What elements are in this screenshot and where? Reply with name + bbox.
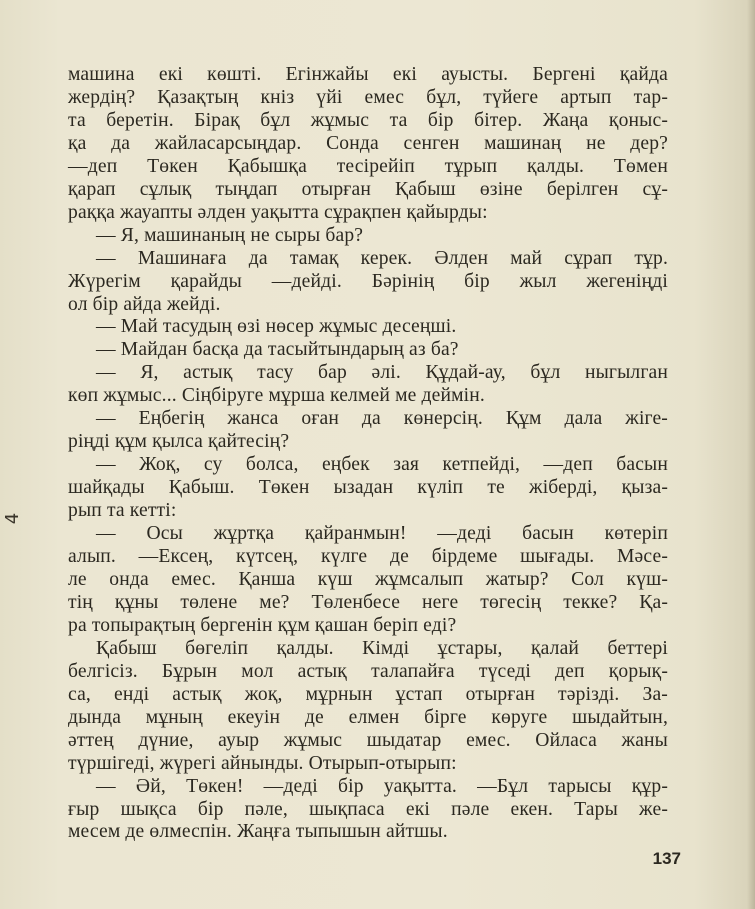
text-line: қа да жайласарсыңдар. Сонда сенген машинаң не дер? bbox=[68, 132, 668, 154]
text-line: — Майдан басқа да тасыйтындарың аз ба? bbox=[96, 339, 459, 361]
text-line: та беретін. Бірақ бұл жұмыс та бір бітер. Жаңа қоныс- bbox=[68, 109, 668, 131]
text-line: ра топырақтың бергенін құм қашан беріп еді? bbox=[68, 614, 457, 636]
body-text bbox=[68, 64, 668, 844]
text-line: машина екі көшті. Егінжайы екі ауысты. Бергені қайда bbox=[68, 64, 668, 85]
text-line: шайқады Қабыш. Төкен ызадан күліп те жіберді, қыза- bbox=[68, 477, 668, 499]
text-line: ғыр шықса бір пәле, шықпаса екі пәле екен. Тары же- bbox=[68, 798, 668, 820]
text-line: ол бір айда жейді. bbox=[68, 293, 221, 315]
text-line: қарап сұлық тыңдап отырған Қабыш өзіне берілген сұ- bbox=[68, 178, 668, 200]
text-line: Жүрегім қарайды —дейді. Бәрінің бір жыл жегеніңді bbox=[68, 270, 668, 292]
text-line: алып. —Ексең, күтсең, күлге де бірдеме шығады. Мәсе- bbox=[68, 546, 668, 568]
text-line: түршігеді, жүрегі айнынды. Отырып-отырып: bbox=[68, 752, 457, 774]
page-edge-shadow bbox=[747, 0, 755, 909]
text-line: — Осы жұртқа қайранмын! —деді басын көтеріп bbox=[96, 523, 668, 545]
text-line: — Әй, Төкен! —деді бір уақытта. —Бұл тарысы құр- bbox=[96, 775, 668, 797]
page-number: 137 bbox=[652, 849, 681, 868]
text-line: белгісіз. Бұрын мол астық талапайға түседі деп қорық- bbox=[68, 660, 668, 682]
text-line: — Май тасудың өзі нөсер жұмыс десеңші. bbox=[96, 316, 457, 338]
text-line: са, енді астық жоқ, мұрнын ұстап отырған тәрізді. За- bbox=[68, 683, 668, 705]
text-line: дында мұның екеуін де елмен бірге көруге шыдайтын, bbox=[68, 706, 668, 728]
text-line: — Жоқ, су болса, еңбек зая кетпейді, —деп басын bbox=[96, 454, 668, 476]
text-line: —деп Төкен Қабышқа тесірейіп тұрып қалды. Төмен bbox=[68, 155, 668, 177]
text-line: әттең дүние, ауыр жұмыс шыдатар емес. Ойласа жаны bbox=[68, 729, 668, 751]
text-line: ріңді құм қылса қайтесің? bbox=[68, 431, 290, 453]
text-line: жердің? Қазақтың кніз үйі емес бұл, түйеге артып тар- bbox=[68, 86, 668, 108]
text-line: рып та кетті: bbox=[68, 500, 177, 522]
margin-mark: 4 bbox=[2, 512, 24, 525]
text-line: — Еңбегің жанса оған да көнерсің. Құм дала жіге- bbox=[96, 408, 668, 430]
text-line: раққа жауапты әлден уақытта сұрақпен қайырды: bbox=[68, 201, 488, 223]
text-line: месем де өлмеспін. Жаңға тыпышын айтшы. bbox=[68, 821, 448, 843]
text-line: тің құны төлене ме? Төленбесе неге төгесің текке? Қа- bbox=[68, 591, 668, 613]
text-line: — Я, машинаның не сыры бар? bbox=[96, 224, 364, 246]
text-line: — Я, астық тасу бар әлі. Құдай-ау, бұл ныгылган bbox=[96, 362, 668, 384]
text-line: Қабыш бөгеліп қалды. Кімді ұстары, қалай беттері bbox=[96, 637, 668, 659]
text-line: көп жұмыс... Сіңбіруге мұрша келмей ме деймін. bbox=[68, 385, 485, 407]
text-line: — Машинаға да тамақ керек. Әлден май сұрап тұр. bbox=[96, 247, 668, 269]
text-line: ле онда емес. Қанша күш жұмсалып жатыр? Сол күш- bbox=[68, 568, 668, 590]
